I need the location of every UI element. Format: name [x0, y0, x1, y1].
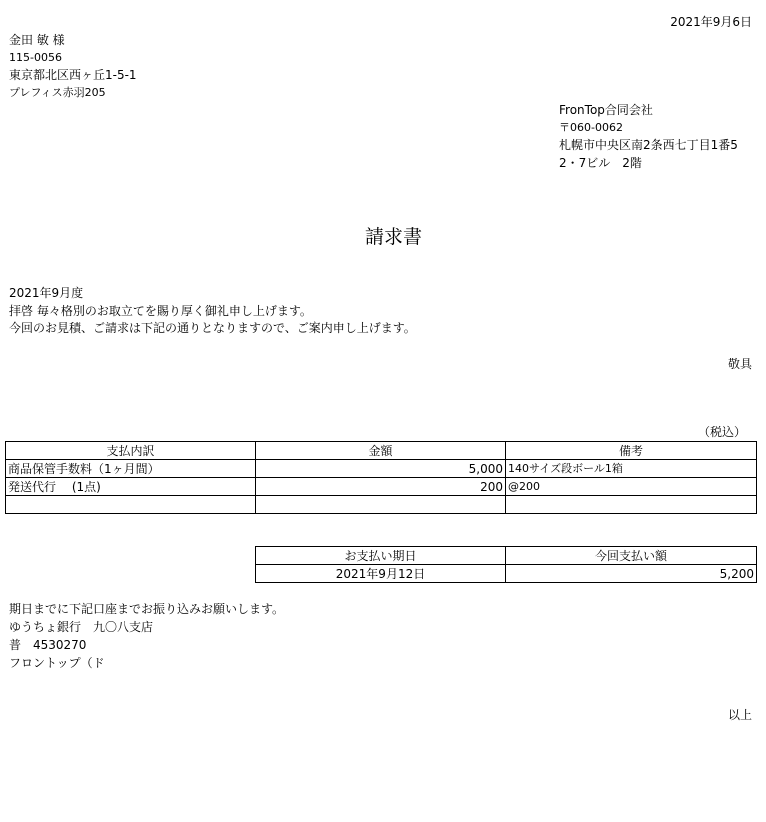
recipient-postal: 115-0056: [9, 51, 62, 64]
greeting-line1: 拝啓 毎々格別のお取立てを賜り厚く御礼申し上げます。: [9, 304, 312, 318]
due-date-value: 2021年9月12日: [256, 565, 506, 583]
recipient-address-line1: 東京都北区西ヶ丘1-5-1: [9, 68, 137, 82]
bank-name: ゆうちょ銀行 九〇八支店: [9, 620, 154, 634]
header-breakdown: 支払内訳: [6, 442, 256, 460]
recipient-name: 金田 敏 様: [9, 33, 65, 47]
invoice-date: 2021年9月6日: [670, 15, 752, 29]
account-number: 普 4530270: [9, 638, 87, 652]
sender-address-line1: 札幌市中央区南2条西七丁目1番5: [559, 138, 738, 152]
header-payment-amount: 今回支払い額: [506, 547, 757, 565]
item-description: 発送代行 (1点): [6, 478, 256, 496]
item-description: 商品保管手数料（1ヶ月間）: [6, 460, 256, 478]
document-title: 請求書: [365, 226, 423, 248]
item-remarks: @200: [506, 478, 757, 496]
payment-table-header-row: [256, 547, 757, 565]
table-row: [6, 460, 757, 478]
item-amount: 200: [256, 478, 506, 496]
transfer-instruction: 期日までに下記口座までお振り込みお願いします。: [9, 602, 285, 616]
greeting-line2: 今回のお見積、ご請求は下記の通りとなりますので、ご案内申し上げます。: [9, 321, 416, 335]
account-holder: フロントップ（ド: [9, 656, 105, 670]
payment-amount-value: 5,200: [506, 565, 757, 583]
sender-address-line2: 2・7ビル 2階: [559, 156, 642, 170]
header-due-date: お支払い期日: [256, 547, 506, 565]
header-amount: 金額: [256, 442, 506, 460]
billing-period: 2021年9月度: [9, 286, 84, 300]
table-row: [6, 478, 757, 496]
item-description: [6, 496, 256, 514]
sender-company: FronTop合同会社: [559, 103, 653, 117]
recipient-address-line2: プレフィス赤羽205: [9, 86, 106, 99]
tax-included-note: （税込）: [697, 425, 746, 439]
sender-postal: 〒060-0062: [559, 121, 623, 134]
item-amount: [256, 496, 506, 514]
item-remarks: 140サイズ段ボール1箱: [506, 460, 757, 478]
payment-table: [255, 546, 757, 583]
items-table-header-row: [6, 442, 757, 460]
end-mark: 以上: [727, 708, 752, 722]
table-row: [6, 496, 757, 514]
item-remarks: [506, 496, 757, 514]
item-amount: 5,000: [256, 460, 506, 478]
table-row: [256, 565, 757, 583]
items-table: [5, 441, 757, 514]
header-remarks: 備考: [506, 442, 757, 460]
closing-word: 敬具: [727, 357, 752, 371]
